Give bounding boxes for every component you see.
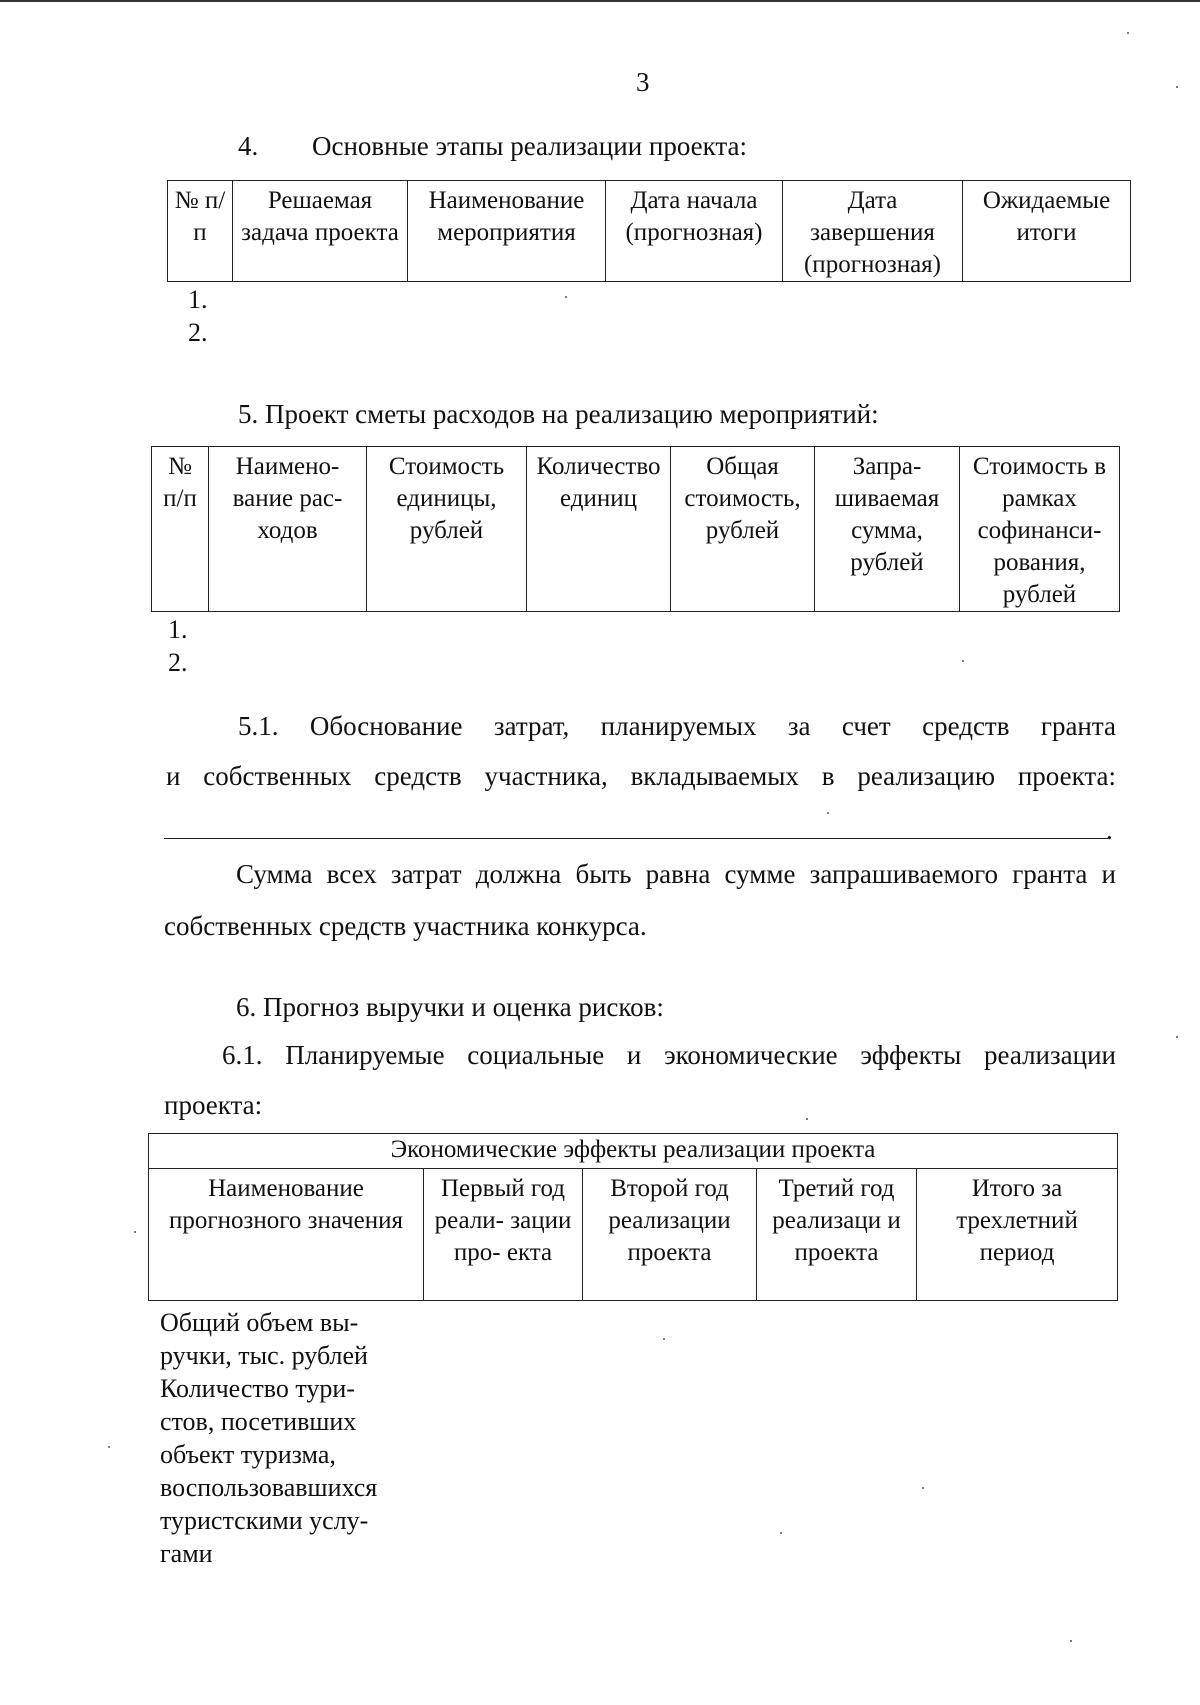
economic-row-labels xyxy=(160,1306,410,1570)
scan-speck xyxy=(922,1487,924,1489)
stages-header-number: № п/п xyxy=(168,181,233,282)
row-label-revenue: Общий объем вы- ручки, тыс. рублей xyxy=(160,1308,368,1370)
economic-header-year-3: Третий год реализаци и проекта xyxy=(757,1169,917,1301)
stages-header-event: Наименование мероприятия xyxy=(408,181,606,282)
scan-speck xyxy=(663,1338,665,1340)
budget-header-total-cost: Общая стоимость, рублей xyxy=(671,447,815,612)
section-5-1-line-2: и собственных средств участника, вкладываемых в реализацию проекта: xyxy=(166,761,1116,791)
section-5-1-line-1: 5.1. Обоснование затрат, планируемых за счет средств гранта xyxy=(238,711,1116,741)
scan-speck xyxy=(108,1446,110,1448)
section-4-heading: Основные этапы реализации проекта: xyxy=(312,131,748,161)
stages-header-results: Ожидаемые итоги xyxy=(963,181,1131,282)
scan-speck xyxy=(806,1118,808,1120)
budget-header-expense-name: Наимено- вание рас- ходов xyxy=(209,447,367,612)
stages-header-task: Решаемая задача проекта xyxy=(233,181,408,282)
stages-row-list xyxy=(188,283,208,349)
stages-header-end-date: Дата завершения (прогнозная) xyxy=(783,181,963,282)
scan-speck xyxy=(1176,1036,1178,1038)
top-edge-line xyxy=(0,0,1200,2)
scan-speck xyxy=(780,1532,782,1534)
stages-header-start-date: Дата начала (прогнозная) xyxy=(606,181,783,282)
section-6-1-line-1: 6.1. Планируемые социальные и экономические эффекты реализации xyxy=(222,1040,1116,1070)
page-number: 3 xyxy=(636,67,650,97)
economic-header-total: Итого за трехлетний период xyxy=(917,1169,1118,1301)
list-item: 2. xyxy=(188,318,208,347)
economic-header-year-2: Второй год реализации проекта xyxy=(583,1169,757,1301)
budget-header-number: № п/п xyxy=(152,447,209,612)
scan-speck xyxy=(565,296,567,298)
scan-speck xyxy=(827,812,829,814)
section-6-1-line-2: проекта: xyxy=(164,1090,263,1120)
economic-effects-title: Экономические эффекты реализации проекта xyxy=(149,1134,1118,1169)
scan-speck xyxy=(134,1231,136,1233)
scan-speck xyxy=(1176,86,1178,88)
economic-effects-table xyxy=(148,1133,1118,1301)
budget-header-quantity: Количество единиц xyxy=(527,447,671,612)
budget-header-cofinancing: Стоимость в рамках софинанси- рования, рублей xyxy=(960,447,1120,612)
row-label-tourists: Количество тури- стов, посетивших объект туризма, воспользовавшихся туристскими услу- гами xyxy=(160,1374,378,1568)
list-item: 2. xyxy=(168,648,188,677)
budget-row-list xyxy=(168,613,188,679)
note-line-1: Сумма всех затрат должна быть равна сумме запрашиваемого гранта и xyxy=(236,859,1116,889)
justification-blank-end: . xyxy=(1106,815,1113,845)
scan-speck xyxy=(1070,1640,1072,1642)
note-line-2: собственных средств участника конкурса. xyxy=(164,911,647,941)
economic-header-year-1: Первый год реали- зации про- екта xyxy=(424,1169,583,1301)
budget-table xyxy=(151,446,1120,612)
section-5-heading: 5. Проект сметы расходов на реализацию мероприятий: xyxy=(238,399,879,429)
section-4-number: 4. xyxy=(238,131,259,161)
list-item: 1. xyxy=(168,615,188,644)
scan-speck xyxy=(962,660,964,662)
budget-header-unit-cost: Стоимость единицы, рублей xyxy=(367,447,527,612)
budget-header-requested-amount: Запра- шиваемая сумма, рублей xyxy=(815,447,960,612)
scan-speck xyxy=(1127,32,1129,34)
section-6-heading: 6. Прогноз выручки и оценка рисков: xyxy=(236,992,664,1022)
economic-header-indicator: Наименование прогнозного значения xyxy=(149,1169,424,1301)
list-item: 1. xyxy=(188,285,208,314)
stages-table xyxy=(167,180,1131,282)
justification-blank-line xyxy=(164,808,1108,839)
